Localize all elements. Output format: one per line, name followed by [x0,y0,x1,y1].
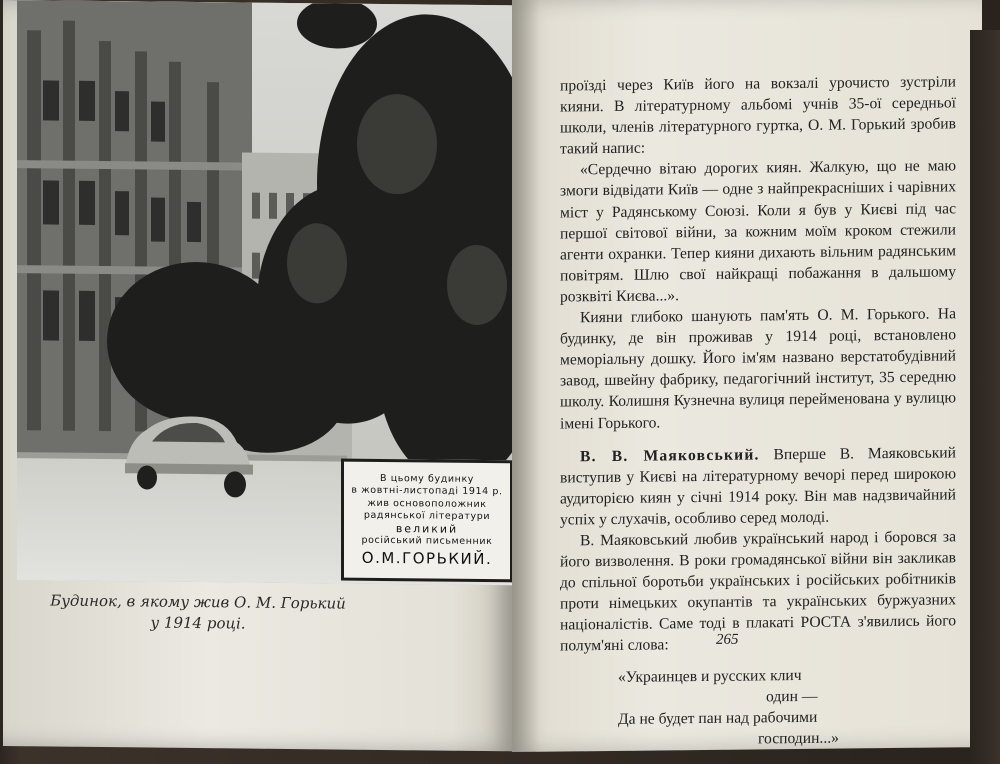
photo-caption [43,590,353,635]
book-cover-edge [970,30,1000,764]
paragraph: Кияни глибоко шанують пам'ять О. М. Горького. На будинку, де він проживав у 1914 році, встановлено меморіальну дошку. Його ім'ям названо верстатобудівний завод, швейну фабрику, педагогічний інститут, 35 середню школу. Колишня Кузнечна вулиця перейменована у вулицю імені Горького. [560,305,956,432]
left-page [3,0,515,751]
paragraph: В. Маяковський любив український народ і боровся за його визволення. В роки громадянської війни він закликав до спільної боротьби українських і російських робітників проти німецьких окупантів та українських буржуазних націоналістів. Саме тоді в плакаті РОСТА з'явились його полум'яні слова: [560,528,956,655]
section-text: Вперше В. Маяковський виступив у Києві на літературному вечорі перед широкою аудиторією киян у січні 1914 року. Він мав надзвичайний успіх у слухачів, особливо серед молоді. [560,443,956,529]
poem-line: «Украинцев и русских клич [618,666,802,686]
poem-line: один — [766,687,818,705]
caption-line: у 1914 році. [150,613,246,633]
plaque-line-name: О.М.ГОРЬКИЙ. [361,548,493,568]
plaque-line: в жовтні-листопаді 1914 р. [351,484,503,498]
caption-line: Будинок, в якому жив О. М. Горький [50,591,346,613]
plaque-line: російський письменник [361,534,493,548]
paragraph: проїзді через Київ його на вокзалі урочисто зустріли кияни. В літературному альбомі учнів 35-ої середньої школи, членів літературного гуртка, О. М. Горький зробив такий напис: [560,73,956,158]
plaque-line: жив основоположник [367,497,487,510]
poem-quote [560,663,956,751]
section-name: В. В. Маяковський. [580,446,760,465]
section-paragraph [560,442,956,531]
poem-line: господин...» [758,729,839,747]
plaque-line: радянської літератури [363,509,491,523]
plaque-line: В цьому будинку [379,472,475,485]
plaque-line: великий [395,521,459,536]
page-number: 265 [716,631,739,648]
paragraph: «Сердечно вітаю дорогих киян. Жалкую, що не маю змоги відвідати Київ — одне з найпрекрасніших і чарівних міст у Радянському Союзі. Коли я був у Києві під час першої світової війни, за кожним моїм кроком стежили агенти охранки. Тепер кияни дихають вільним радянським повітрям. Шлю свої найкращі побажання в дальшому розквіті Києва...». [560,157,956,306]
poem-line: Да не будет пан над рабочими [618,708,818,728]
memorial-plaque [341,459,513,583]
body-text [560,71,956,751]
right-page [512,0,982,752]
house-photo [17,0,513,585]
